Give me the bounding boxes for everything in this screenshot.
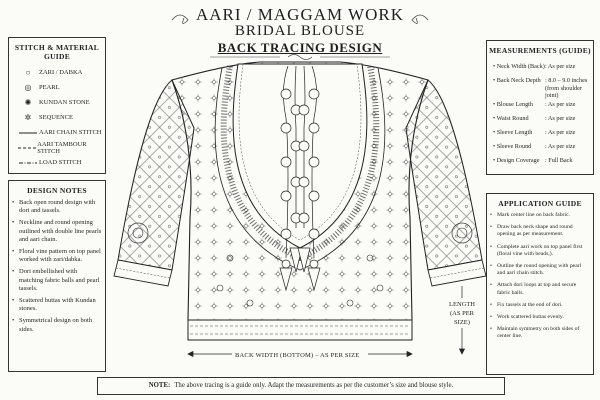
list-item: • Mark center line on back fabric. (487, 212, 593, 219)
list-item: • Draw back neck shape and round opening as per measurement. (487, 224, 593, 238)
legend-item (9, 95, 105, 110)
list-item: • Outline the round opening with pearl and aari chain stitch. (487, 263, 593, 277)
application-guide-title: APPLICATION GUIDE (498, 199, 582, 208)
measurements-title: MEASUREMENTS (GUIDE) (489, 46, 591, 55)
section-title: BACK TRACING DESIGN (217, 40, 383, 55)
legend-item (9, 65, 105, 80)
measurement-row: • Waist Round : As per size (487, 111, 593, 125)
legend-label: ZARI / DABKA (39, 69, 83, 76)
measurement-row: • Design Coverage : Full Back (487, 153, 593, 167)
solid-line-icon (17, 131, 39, 135)
legend-item (9, 125, 105, 140)
legend-title: STITCH & MATERIAL GUIDE (14, 43, 100, 61)
circle-outline-icon: ○ (25, 68, 31, 77)
measurement-row: • Sleeve Length : As per size (487, 125, 593, 139)
design-notes (8, 180, 106, 372)
note-prefix: NOTE: (148, 382, 171, 389)
design-notes-title: DESIGN NOTES (27, 186, 87, 195)
list-item: • Complete aari work on top panel first (floral vine with beads,). (487, 244, 593, 258)
back-width-label: BACK WIDTH (BOTTOM) – AS PER SIZE (235, 352, 360, 359)
legend-label: SEQUENCE (39, 114, 73, 121)
application-guide (486, 193, 594, 375)
pearl-icon: ◎ (24, 83, 32, 92)
list-item: • Neckline and round opening outlined with double line pearls and aari chain. (9, 219, 105, 244)
list-item: • Floral vine pattern on top panel worked with zari/dabka. (9, 248, 105, 264)
measurement-row: • Sleeve Round : As per size (487, 139, 593, 153)
legend-label: AARI CHAIN STITCH (39, 129, 102, 136)
kundan-stone-icon: ✺ (24, 98, 32, 107)
legend-item (9, 155, 105, 170)
measurements-guide (486, 40, 594, 175)
list-item: • Fix tassels at the end of dori. (487, 302, 593, 309)
measurement-row: • Back Neck Depth : 8.0 – 9.0 inches (487, 73, 593, 87)
list-item: • Back open round design with dori and tassels. (9, 199, 105, 215)
list-item: • Scattered buttas with Kundan stones. (9, 297, 105, 313)
list-item: • Symmetrical design on both sides. (9, 317, 105, 333)
measurement-row: • Blouse Length : As per size (487, 97, 593, 111)
list-item: • Work scattered buttas evenly. (487, 314, 593, 321)
list-item: • Attach dori loops at top and secure fabric balls. (487, 282, 593, 296)
note-bar (97, 377, 505, 395)
list-item: • Maintain symmetry on both sides of center line. (487, 326, 593, 340)
length-label: LENGTH (AS PER SIZE) (449, 301, 475, 326)
legend-label: LOAD STITCH (39, 159, 82, 166)
measurement-row: • Neck Width (Back) : As per size (487, 59, 593, 73)
dash-dot-line-icon (17, 161, 39, 165)
list-item: • Dori embellished with matching fabric balls and pearl tassels. (9, 268, 105, 293)
sequence-icon: ✲ (24, 113, 32, 122)
legend-item (9, 80, 105, 95)
blouse-back-tracing (110, 58, 490, 358)
legend-label: PEARL (39, 84, 60, 91)
legend-label: AARI TAMBOUR STITCH (37, 140, 87, 155)
title-flourish-icon (170, 8, 430, 32)
legend-label: KUNDAN STONE (39, 99, 90, 106)
dashed-line-icon (17, 146, 37, 150)
note-text: The above tracing is a guide only. Adapt the measurements as per the customer’s size and blouse style. (174, 382, 454, 389)
legend-item (9, 110, 105, 125)
legend-item (9, 140, 105, 155)
subtitle: BRIDAL BLOUSE (234, 23, 366, 39)
measurement-row: (from shoulder joint) (545, 85, 582, 99)
main-title: AARI / MAGGAM WORK (196, 5, 404, 24)
stitch-material-guide (8, 37, 106, 174)
